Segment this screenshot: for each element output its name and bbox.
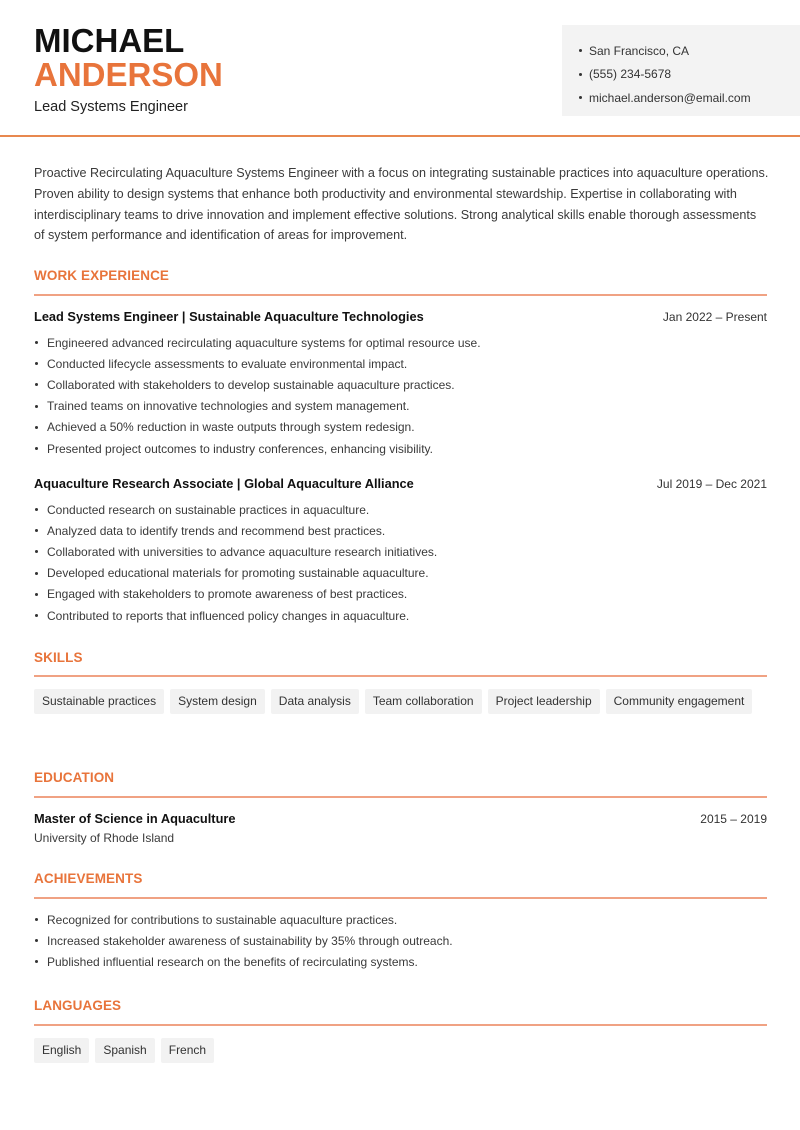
contact-box <box>562 25 800 116</box>
bullet-icon <box>35 960 38 963</box>
section-title-work-experience: WORK EXPERIENCE <box>34 268 170 283</box>
location-text: San Francisco, CA <box>589 43 690 58</box>
header-divider <box>0 135 800 137</box>
job-entry-header <box>34 476 767 491</box>
list-item: Published influential research on the benefits of recirculating systems. <box>34 951 767 972</box>
language-chip: Spanish <box>95 1038 154 1063</box>
bullet-icon <box>35 405 38 408</box>
section-title-achievements: ACHIEVEMENTS <box>34 871 143 886</box>
contact-email[interactable] <box>579 86 800 110</box>
education-dates: 2015 – 2019 <box>700 812 767 826</box>
section-divider <box>34 294 767 296</box>
section-title-languages: LANGUAGES <box>34 998 122 1013</box>
skill-chip: Data analysis <box>271 689 359 714</box>
list-item: Engineered advanced recirculating aquaculture systems for optimal resource use. <box>34 332 767 353</box>
skill-chip: Sustainable practices <box>34 689 164 714</box>
bullet-icon <box>35 426 38 429</box>
last-name: ANDERSON <box>34 56 223 93</box>
bullet-icon <box>35 918 38 921</box>
bullet-icon <box>35 529 38 532</box>
bullet-icon <box>35 593 38 596</box>
list-item: Increased stakeholder awareness of sustainability by 35% through outreach. <box>34 930 767 951</box>
bullet-icon <box>35 939 38 942</box>
bullet-icon <box>35 383 38 386</box>
skills-list <box>34 689 767 714</box>
section-divider <box>34 897 767 899</box>
list-item: Collaborated with universities to advance aquaculture research initiatives. <box>34 541 767 562</box>
bullet-icon <box>35 362 38 365</box>
degree: Master of Science in Aquaculture <box>34 811 236 826</box>
list-item: Trained teams on innovative technologies and system management. <box>34 396 767 417</box>
section-title-education: EDUCATION <box>34 770 115 785</box>
email-link[interactable]: michael.anderson@email.com <box>589 90 751 105</box>
bullet-icon <box>35 614 38 617</box>
contact-phone[interactable] <box>579 63 800 87</box>
contact-location <box>579 39 800 63</box>
list-item: Engaged with stakeholders to promote awareness of best practices. <box>34 584 767 605</box>
list-item: Developed educational materials for promoting sustainable aquaculture. <box>34 563 767 584</box>
job-role: Lead Systems Engineer | Sustainable Aquaculture Technologies <box>34 309 424 324</box>
job-title: Lead Systems Engineer <box>34 99 188 115</box>
bullet-icon <box>35 550 38 553</box>
language-chip: French <box>161 1038 214 1063</box>
skill-chip: Project leadership <box>488 689 600 714</box>
list-item: Contributed to reports that influenced policy changes in aquaculture. <box>34 605 767 626</box>
bullet-icon <box>35 508 38 511</box>
job-bullets <box>34 332 767 459</box>
bullet-icon <box>35 447 38 450</box>
school-name: University of Rhode Island <box>34 831 175 845</box>
job-entry-header <box>34 309 767 324</box>
list-item: Analyzed data to identify trends and recommend best practices. <box>34 520 767 541</box>
bullet-icon <box>579 73 582 76</box>
section-divider <box>34 796 767 798</box>
bullet-icon <box>579 49 582 52</box>
language-chip: English <box>34 1038 89 1063</box>
achievements-list <box>34 909 767 973</box>
list-item: Achieved a 50% reduction in waste outputs through system redesign. <box>34 417 767 438</box>
summary-paragraph: Proactive Recirculating Aquaculture Systems Engineer with a focus on integrating sustainable practices into aquaculture operations. Proven ability to design systems that enhance both productivity and environmental stewardship. Expertise in collaborating with interdisciplinary teams to drive innovation and implement effective solutions. Strong analytical skills enable thorough assessments of system performance and identification of areas for improvement. <box>34 166 769 243</box>
list-item: Recognized for contributions to sustainable aquaculture practices. <box>34 909 767 930</box>
skill-chip: System design <box>170 689 265 714</box>
job-dates: Jul 2019 – Dec 2021 <box>656 477 767 491</box>
skill-chip: Community engagement <box>606 689 753 714</box>
first-name: MICHAEL <box>34 22 185 59</box>
languages-list <box>34 1038 767 1063</box>
section-divider <box>34 1024 767 1026</box>
bullet-icon <box>579 96 582 99</box>
phone-text[interactable]: (555) 234-5678 <box>589 67 672 82</box>
bullet-icon <box>35 341 38 344</box>
skill-chip: Team collaboration <box>365 689 482 714</box>
section-title-skills: SKILLS <box>34 650 83 665</box>
education-entry-header <box>34 811 767 826</box>
list-item: Conducted research on sustainable practices in aquaculture. <box>34 499 767 520</box>
job-role: Aquaculture Research Associate | Global Aquaculture Alliance <box>34 476 414 491</box>
list-item: Presented project outcomes to industry conferences, enhancing visibility. <box>34 438 767 459</box>
list-item: Collaborated with stakeholders to develop sustainable aquaculture practices. <box>34 374 767 395</box>
resume-header <box>0 0 800 137</box>
bullet-icon <box>35 572 38 575</box>
job-dates: Jan 2022 – Present <box>662 310 767 324</box>
list-item: Conducted lifecycle assessments to evaluate environmental impact. <box>34 353 767 374</box>
section-divider <box>34 675 767 677</box>
job-bullets <box>34 499 767 626</box>
